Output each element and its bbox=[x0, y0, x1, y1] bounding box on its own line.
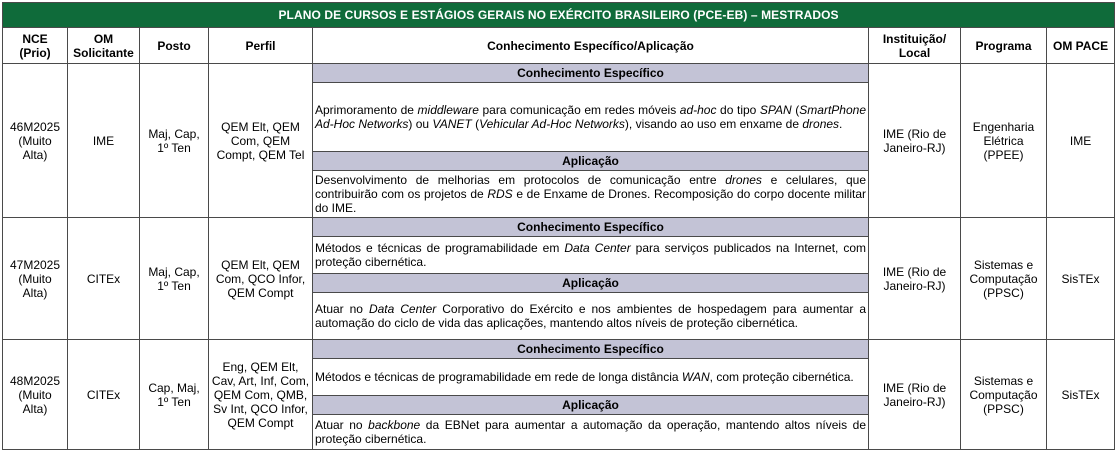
text-run: Desenvolvimento de melhorias em protocolos de comunicação entre bbox=[315, 173, 726, 187]
text-run: Atuar no bbox=[315, 302, 369, 316]
italic-term: drones bbox=[802, 117, 840, 131]
text-run: da EBNet para aumentar a automação da operação, mantendo altos níveis de proteção cibernética. bbox=[315, 418, 866, 446]
posto-cell: Cap, Maj, 1º Ten bbox=[140, 340, 209, 450]
programa-cell: Engenharia Elétrica (PPEE) bbox=[961, 64, 1047, 218]
programa-cell: Sistemas e Computação (PPSC) bbox=[961, 218, 1047, 340]
nce-cell: 47M2025 (Muito Alta) bbox=[3, 218, 68, 340]
aplicacao-text bbox=[313, 293, 869, 340]
italic-term: Vehicular Ad-Hoc Networks bbox=[479, 117, 625, 131]
header-om-solicitante: OM Solicitante bbox=[68, 28, 140, 64]
italic-term: Data Center bbox=[368, 302, 437, 316]
table-row bbox=[3, 340, 1115, 359]
om-solicitante-cell: CITEx bbox=[68, 218, 140, 340]
text-run: . bbox=[839, 117, 843, 131]
header-posto: Posto bbox=[140, 28, 209, 64]
conhecimento-subheader: Conhecimento Específico bbox=[313, 218, 869, 237]
om-pace-cell: SisTEx bbox=[1047, 340, 1115, 450]
text-run: e celulares, que contribuirão com os projetos de bbox=[315, 173, 866, 201]
text-run: ( bbox=[471, 117, 480, 131]
italic-term: ad-hoc bbox=[679, 103, 717, 117]
italic-term: WAN bbox=[681, 370, 710, 384]
om-pace-cell: IME bbox=[1047, 64, 1115, 218]
header-nce: NCE (Prio) bbox=[3, 28, 68, 64]
perfil-cell: QEM Elt, QEM Com, QEM Compt, QEM Tel bbox=[209, 64, 313, 218]
italic-term: VANET bbox=[432, 117, 472, 131]
conhecimento-text bbox=[313, 359, 869, 396]
header-conhecimento-aplicacao: Conhecimento Específico/Aplicação bbox=[313, 28, 869, 64]
aplicacao-text bbox=[313, 171, 869, 218]
om-solicitante-cell: IME bbox=[68, 64, 140, 218]
instituicao-cell: IME (Rio de Janeiro-RJ) bbox=[869, 218, 961, 340]
nce-cell: 48M2025 (Muito Alta) bbox=[3, 340, 68, 450]
text-run: ), visando ao uso em enxame de bbox=[624, 117, 803, 131]
italic-term: middleware bbox=[417, 103, 479, 117]
text-run: para comunicação em redes móveis bbox=[478, 103, 680, 117]
om-pace-cell: SisTEx bbox=[1047, 218, 1115, 340]
table-row bbox=[3, 64, 1115, 83]
table-title: PLANO DE CURSOS E ESTÁGIOS GERAIS NO EXÉRCITO BRASILEIRO (PCE-EB) – MESTRADOS bbox=[3, 3, 1115, 28]
text-run: Atuar no bbox=[315, 418, 369, 432]
aplicacao-text bbox=[313, 415, 869, 450]
aplicacao-subheader: Aplicação bbox=[313, 396, 869, 415]
conhecimento-subheader: Conhecimento Específico bbox=[313, 340, 869, 359]
italic-term: RDS bbox=[487, 187, 513, 201]
text-run: para serviços publicados na Internet, com proteção cibernética. bbox=[315, 241, 867, 269]
programa-cell: Sistemas e Computação (PPSC) bbox=[961, 340, 1047, 450]
text-run: ( bbox=[791, 103, 800, 117]
header-programa: Programa bbox=[961, 28, 1047, 64]
text-run: do tipo bbox=[716, 103, 760, 117]
instituicao-cell: IME (Rio de Janeiro-RJ) bbox=[869, 340, 961, 450]
table-row bbox=[3, 218, 1115, 237]
header-perfil: Perfil bbox=[209, 28, 313, 64]
posto-cell: Maj, Cap, 1º Ten bbox=[140, 64, 209, 218]
courses-table bbox=[2, 2, 1115, 450]
text-run: Corporativo do Exército e nos ambientes de hospedagem para aumentar a automação do ciclo de vida das aplicações, mantendo altos níveis de proteção cibernética. bbox=[315, 302, 867, 330]
italic-term: backbone bbox=[368, 418, 421, 432]
header-instituicao-local: Instituição/ Local bbox=[869, 28, 961, 64]
italic-term: Data Center bbox=[564, 241, 631, 255]
header-om-pace: OM PACE bbox=[1047, 28, 1115, 64]
nce-cell: 46M2025 (Muito Alta) bbox=[3, 64, 68, 218]
text-run: Aprimoramento de bbox=[315, 103, 418, 117]
om-solicitante-cell: CITEx bbox=[68, 340, 140, 450]
text-run: e de Enxame de Drones. Recomposição do corpo docente militar do IME. bbox=[315, 187, 866, 215]
text-run: Métodos e técnicas de programabilidade em bbox=[315, 241, 565, 255]
aplicacao-subheader: Aplicação bbox=[313, 152, 869, 171]
text-run: ) ou bbox=[408, 117, 433, 131]
italic-term: drones bbox=[725, 173, 762, 187]
conhecimento-text bbox=[313, 83, 869, 152]
aplicacao-subheader: Aplicação bbox=[313, 274, 869, 293]
italic-term: SPAN bbox=[759, 103, 792, 117]
instituicao-cell: IME (Rio de Janeiro-RJ) bbox=[869, 64, 961, 218]
posto-cell: Maj, Cap, 1º Ten bbox=[140, 218, 209, 340]
text-run: , com proteção cibernética. bbox=[709, 370, 854, 384]
perfil-cell: Eng, QEM Elt, Cav, Art, Inf, Com, QEM Com, QMB, Sv Int, QCO Infor, QEM Compt bbox=[209, 340, 313, 450]
italic-term: SmartPhone Ad-Hoc Networks bbox=[315, 103, 866, 131]
perfil-cell: QEM Elt, QEM Com, QCO Infor, QEM Compt bbox=[209, 218, 313, 340]
conhecimento-subheader: Conhecimento Específico bbox=[313, 64, 869, 83]
text-run: Métodos e técnicas de programabilidade em rede de longa distância bbox=[315, 370, 682, 384]
conhecimento-text bbox=[313, 237, 869, 274]
